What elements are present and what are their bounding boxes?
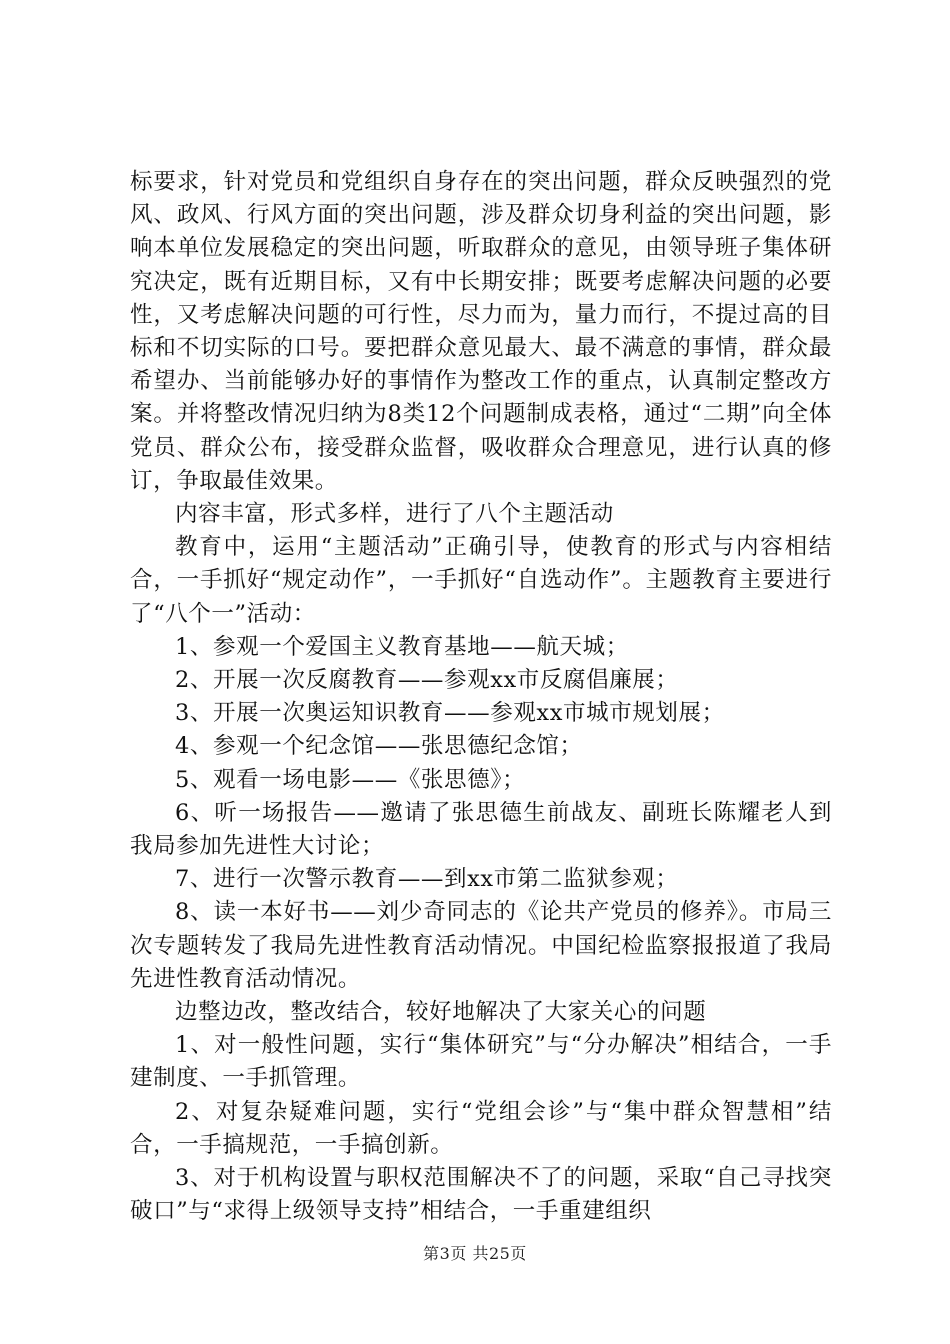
paragraph-1: 标要求，针对党员和党组织自身存在的突出问题，群众反映强烈的党风、政风、行风方面的突出问题，涉及群众切身利益的突出问题，影响本单位发展稳定的突出问题，听取群众的意见，由领导班子集体研究决定，既有近期目标，又有中长期安排；既要考虑解决问题的必要性，又考虑解决问题的可行性，尽力而为，量力而行，不提过高的目标和不切实际的口号。要把群众意见最大、最不满意的事情，群众最希望办、当前能够办好的事情作为整改工作的重点，认真制定整改方案。并将整改情况归纳为8类12个问题制成表格，通过“二期”向全体党员、群众公布，接受群众监督，吸收群众合理意见，进行认真的修订，争取最佳效果。 (130, 169, 832, 494)
list-item-2: 2、开展一次反腐教育——参观xx市反腐倡廉展； (175, 667, 679, 694)
list-item-7: 7、进行一次警示教育——到xx市第二监狱参观； (175, 866, 679, 893)
list-item-8: 8、读一本好书——刘少奇同志的《论共产党员的修养》。市局三次专题转发了我局先进性教育活动情况。中国纪检监察报报道了我局先进性教育活动情况。 (130, 899, 832, 992)
paragraph-2: 教育中，运用“主题活动”正确引导，使教育的形式与内容相结合，一手抓好“规定动作”，一手抓好“自选动作”。主题教育主要进行了“八个一”活动： (130, 534, 832, 627)
list-item-1: 1、参观一个爱国主义教育基地——航天城； (175, 633, 629, 660)
list-item-3: 3、开展一次奥运知识教育——参观xx市城市规划展； (175, 700, 725, 727)
section-heading-themes: 内容丰富，形式多样，进行了八个主题活动 (175, 501, 614, 528)
list-item-6: 6、听一场报告——邀请了张思德生前战友、副班长陈耀老人到我局参加先进性大讨论； (130, 799, 832, 860)
document-body (130, 166, 832, 1229)
list-item-5: 5、观看一场电影——《张思德》； (175, 766, 526, 793)
page-number-footer: 第3页 共25页 (423, 1244, 527, 1263)
rectification-item-1: 1、对一般性问题，实行“集体研究”与“分办解决”相结合，一手建制度、一手抓管理。 (130, 1032, 832, 1092)
rectification-item-2: 2、对复杂疑难问题，实行“党组会诊”与“集中群众智慧相”结合，一手搞规范，一手搞创新。 (130, 1098, 832, 1158)
rectification-item-3: 3、对于机构设置与职权范围解决不了的问题，采取“自己寻找突破口”与“求得上级领导支持”相结合，一手重建组织 (130, 1165, 832, 1225)
section-heading-rectification: 边整边改，整改结合，较好地解决了大家关心的问题 (175, 999, 707, 1026)
list-item-4: 4、参观一个纪念馆——张思德纪念馆； (175, 733, 583, 760)
